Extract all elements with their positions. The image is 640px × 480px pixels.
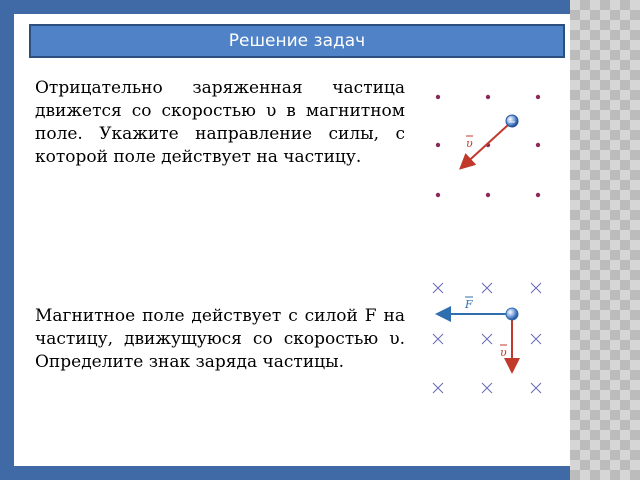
field-cross xyxy=(531,283,541,293)
field-cross xyxy=(482,283,492,293)
velocity-label: υ xyxy=(500,346,507,359)
task-2-text: Магнитное поле действует с силой F на частицу, движущуюся со скоростью υ. Определите знак заряда частицы. xyxy=(35,306,405,372)
field-cross xyxy=(482,383,492,393)
field-cross xyxy=(531,334,541,344)
field-cross xyxy=(482,334,492,344)
field-cross xyxy=(531,383,541,393)
side-pattern xyxy=(570,0,640,480)
figure-dots-field xyxy=(418,85,553,210)
force-label: F xyxy=(465,298,473,311)
field-dot xyxy=(436,193,440,197)
field-dot xyxy=(486,95,490,99)
charge-ball xyxy=(506,308,518,320)
field-dot xyxy=(436,95,440,99)
field-cross xyxy=(433,283,443,293)
field-dots xyxy=(436,95,540,197)
charge-sign: − xyxy=(507,117,517,128)
field-cross xyxy=(433,334,443,344)
field-dot xyxy=(536,143,540,147)
field-dot xyxy=(536,95,540,99)
slide-title: Решение задач xyxy=(29,24,565,58)
field-dot xyxy=(536,193,540,197)
velocity-label: υ xyxy=(466,137,473,150)
figure-crosses-field xyxy=(423,272,558,402)
task-1-text: Отрицательно заряженная частица движется со скоростью υ в магнитном поле. Укажите направление силы, с которой поле действует на частицу. xyxy=(35,78,405,167)
field-dot xyxy=(486,193,490,197)
field-dot xyxy=(436,143,440,147)
field-cross xyxy=(433,383,443,393)
field-crosses xyxy=(433,283,541,393)
